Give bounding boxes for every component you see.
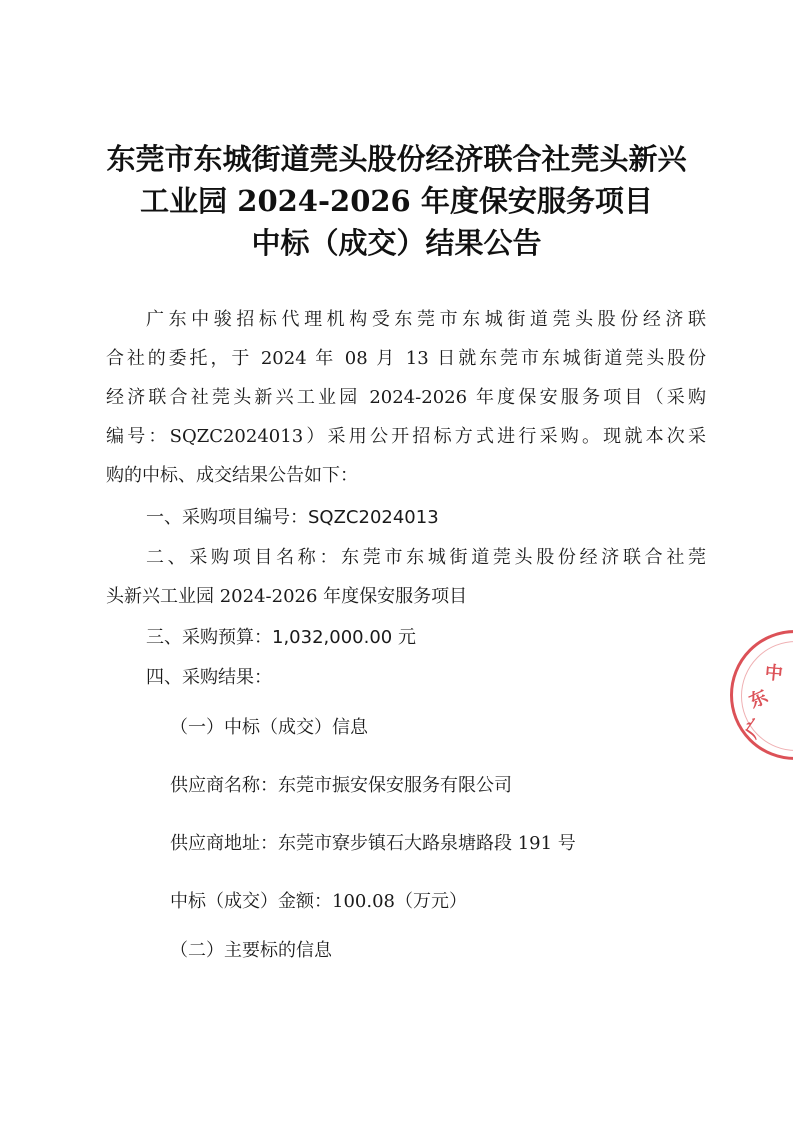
title-line-1: 东莞市东城街道莞头股份经济联合社莞头新兴 — [106, 142, 687, 176]
section-project-name-line-2: 头新兴工业园 2024-2026 年度保安服务项目 — [106, 586, 468, 607]
intro-paragraph — [106, 300, 706, 495]
seal-char-3: 中 — [763, 662, 784, 685]
official-seal-stamp — [730, 630, 793, 760]
intro-line-3: 经济联合社莞头新兴工业园 2024-2026 年度保安服务项目（采购 — [106, 387, 706, 408]
intro-line-1: 广东中骏招标代理机构受东莞市东城街道莞头股份经济联 — [146, 309, 706, 330]
winning-amount: 中标（成交）金额：100.08（万元） — [170, 891, 467, 912]
section-project-name-line-1: 二、采购项目名称：东莞市东城街道莞头股份经济联合社莞 — [146, 547, 706, 568]
title-line-2: 工业园 2024-2026 年度保安服务项目 — [140, 184, 653, 218]
sub-heading-winning-info: （一）中标（成交）信息 — [170, 717, 368, 738]
section-results: 四、采购结果： — [146, 667, 272, 688]
seal-char-2: 东 — [746, 686, 772, 713]
sub-heading-main-subject: （二）主要标的信息 — [170, 940, 332, 961]
supplier-address: 供应商地址：东莞市寮步镇石大路泉塘路段 191 号 — [170, 833, 576, 854]
section-budget: 三、采购预算：1,032,000.00 元 — [146, 627, 416, 648]
supplier-name: 供应商名称：东莞市振安保安服务有限公司 — [170, 775, 512, 796]
intro-line-5: 购的中标、成交结果公告如下： — [106, 465, 358, 486]
section-project-number: 一、采购项目编号：SQZC2024013 — [146, 507, 439, 528]
title-line-3: 中标（成交）结果公告 — [251, 226, 542, 260]
section-project-name — [106, 538, 706, 616]
intro-line-2: 合社的委托，于 2024 年 08 月 13 日就东莞市东城街道莞头股份 — [106, 348, 706, 369]
intro-line-4: 编号：SQZC2024013）采用公开招标方式进行采购。现就本次采 — [106, 426, 706, 447]
seal-char-1: 广 — [741, 715, 769, 743]
